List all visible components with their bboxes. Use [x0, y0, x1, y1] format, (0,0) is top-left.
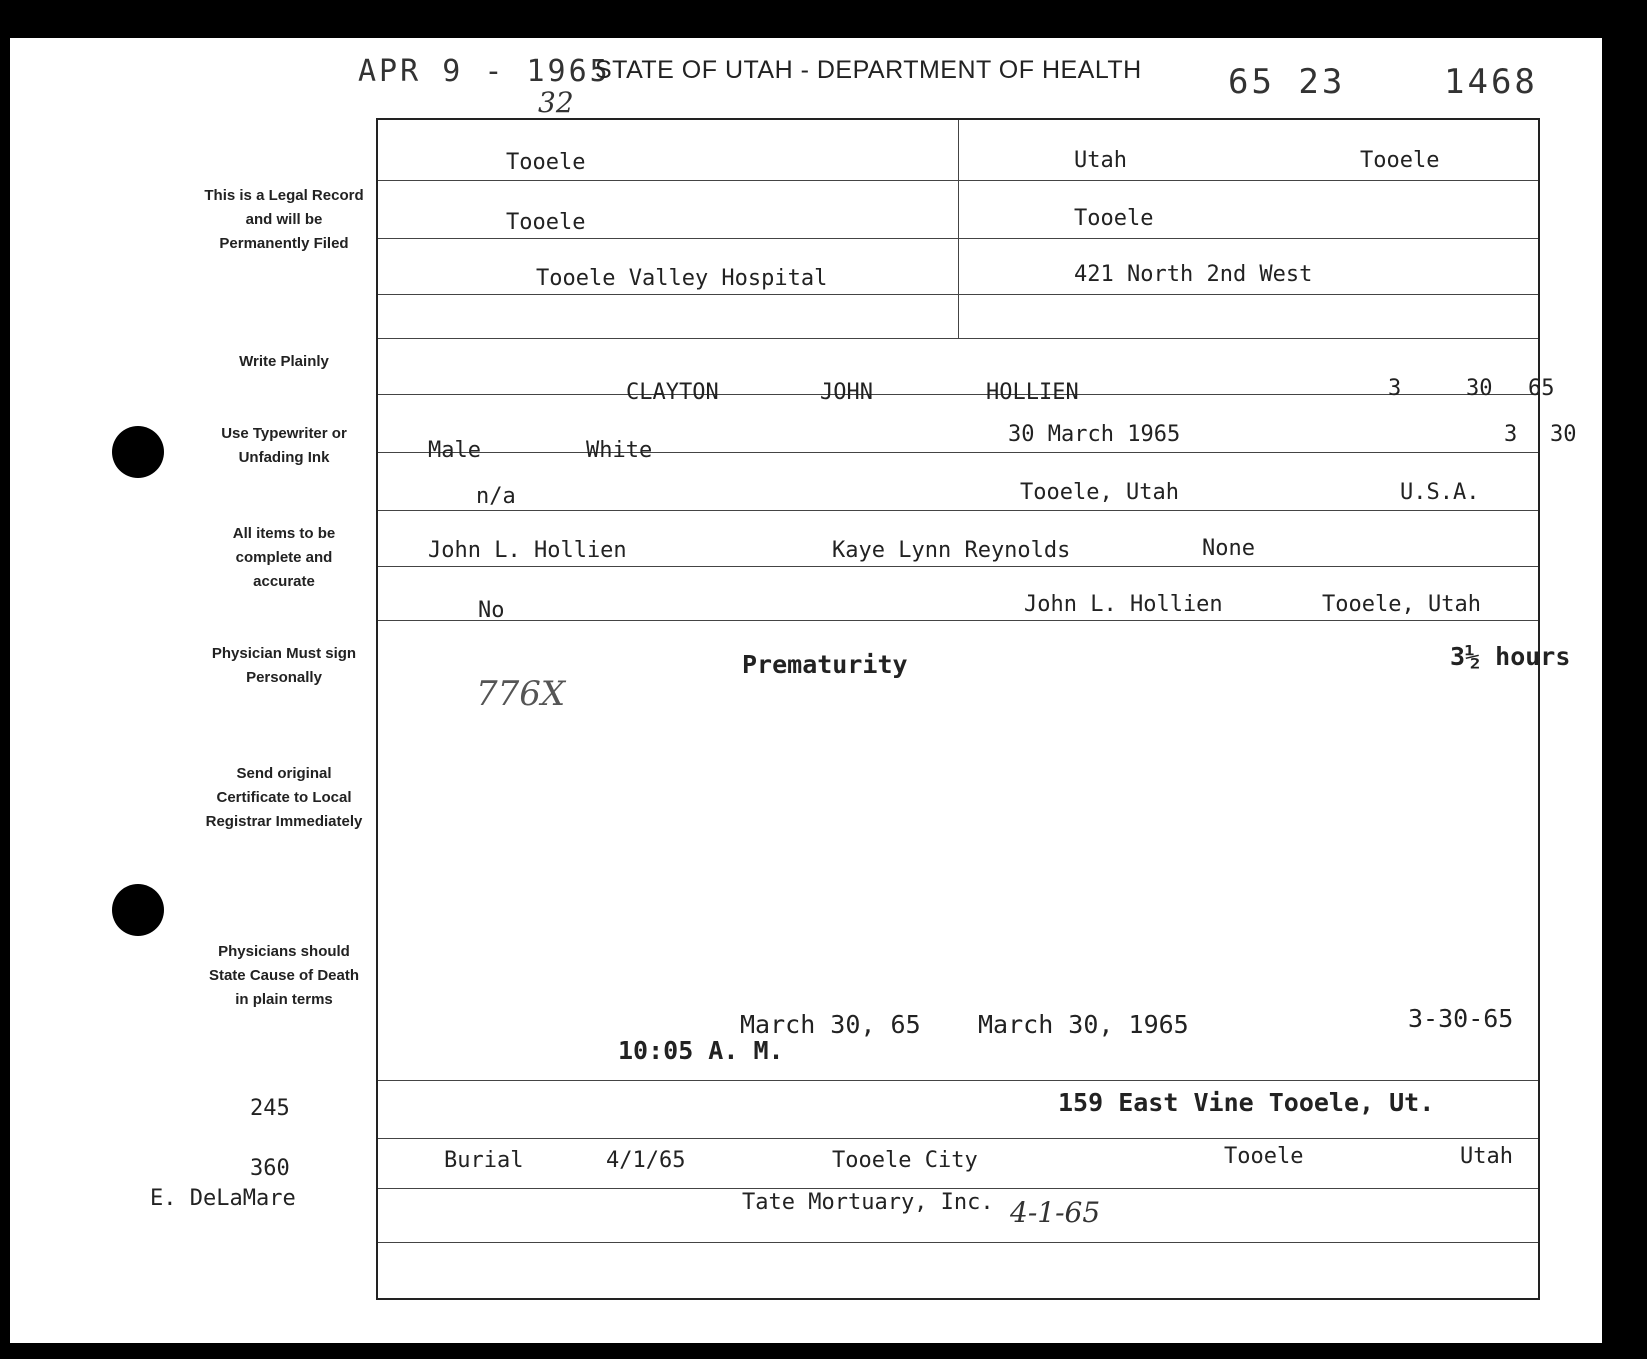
serial-number: 1468 [1444, 62, 1538, 102]
mortuary-name: Tate Mortuary, Inc. [742, 1190, 994, 1215]
embalmer-number: 360 [250, 1156, 290, 1181]
race: White [586, 438, 653, 463]
death-county: Tooele [506, 150, 586, 175]
death-month: 3 [1388, 376, 1402, 401]
file-number: 65 23 [1228, 62, 1346, 102]
registrar-number: 32 [538, 86, 574, 119]
burial-location: Tooele [1224, 1144, 1304, 1169]
margin-note: Physician Must sign Personally [211, 645, 357, 686]
residence-street: 421 North 2nd West [1074, 262, 1313, 287]
time-of-death: 10:05 A. M. [618, 1036, 784, 1065]
residence-state: Utah [1074, 148, 1127, 173]
death-year: 65 [1528, 376, 1555, 401]
armed-forces: No [478, 598, 505, 623]
physician-address: 159 East Vine Tooele, Ut. [1058, 1088, 1435, 1117]
margin-note: Send original Certificate to Local Registrar Immediately [205, 765, 363, 830]
spouse-name: None [1202, 536, 1255, 561]
date-stamp: APR 9 - 1965 [358, 54, 611, 89]
cause-code: 776X [476, 674, 566, 714]
death-city: Tooele [506, 210, 586, 235]
margin-note: All items to be complete and accurate [232, 525, 336, 590]
informant-name: John L. Hollien [1024, 592, 1223, 617]
margin-note: Physicians should State Cause of Death in plain terms [208, 943, 360, 1008]
deceased-middle-name: JOHN [820, 380, 873, 405]
citizenship: U.S.A. [1400, 480, 1480, 505]
residence-city: Tooele [1074, 206, 1154, 231]
birthplace: Tooele, Utah [1020, 480, 1179, 505]
margin-note: This is a Legal Record and will be Permanently Filed [204, 187, 364, 252]
informant-address: Tooele, Utah [1322, 592, 1481, 617]
date-recorded: 4-1-65 [1010, 1196, 1101, 1229]
birth-date: 30 March 1965 [1008, 422, 1181, 447]
last-seen-alive: 3-30-65 [1408, 1004, 1514, 1033]
hospital-name: Tooele Valley Hospital [536, 266, 828, 291]
age-hours: 3 [1504, 422, 1518, 447]
death-day: 30 [1466, 376, 1493, 401]
certificate-sheet [10, 38, 1602, 1343]
director-name: E. DeLaMare [150, 1186, 296, 1211]
age-minutes: 30 [1550, 422, 1577, 447]
deceased-last-name: HOLLIEN [986, 380, 1079, 405]
agency-title: STATE OF UTAH - DEPARTMENT OF HEALTH [595, 56, 1142, 84]
onset-interval: 3½ hours [1450, 642, 1571, 671]
father-name: John L. Hollien [428, 538, 627, 563]
occupation: n/a [476, 484, 516, 509]
disposition-date: 4/1/65 [606, 1148, 686, 1173]
attended-to: March 30, 1965 [978, 1010, 1189, 1039]
deceased-first-name: CLAYTON [626, 380, 719, 405]
disposition-method: Burial [444, 1148, 524, 1173]
attended-from: March 30, 65 [740, 1010, 921, 1039]
immediate-cause: Prematurity [742, 650, 908, 679]
cemetery-name: Tooele City [832, 1148, 978, 1173]
punch-hole [112, 884, 164, 936]
burial-state: Utah [1460, 1144, 1513, 1169]
margin-note: Write Plainly [239, 353, 329, 370]
sex: Male [428, 438, 481, 463]
mother-maiden-name: Kaye Lynn Reynolds [832, 538, 1071, 563]
director-number: 245 [250, 1096, 290, 1121]
margin-note: Use Typewriter or Unfading Ink [221, 425, 347, 466]
punch-hole [112, 426, 164, 478]
residence-county: Tooele [1360, 148, 1440, 173]
